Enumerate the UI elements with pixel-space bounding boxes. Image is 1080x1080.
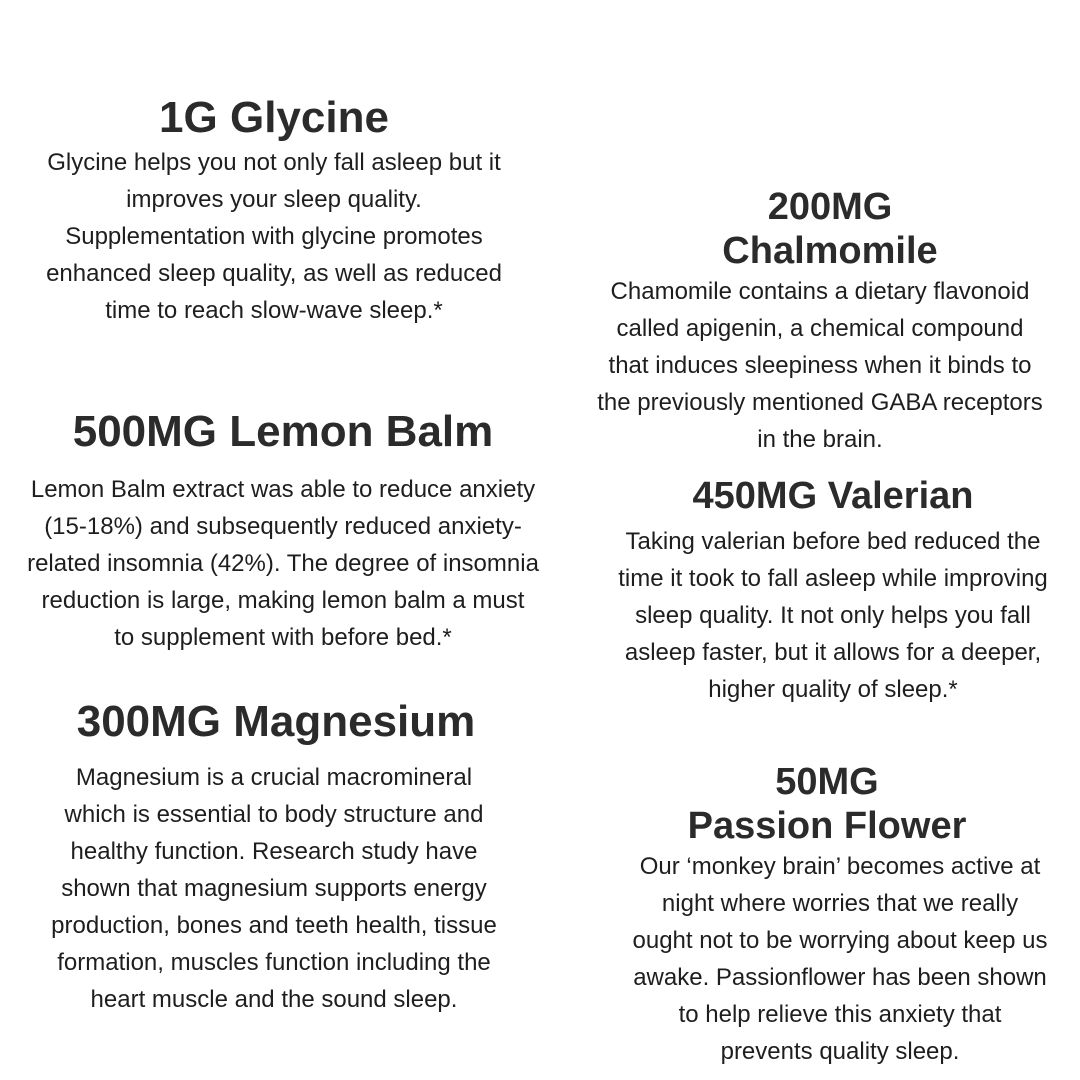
text-line: night where worries that we really (661, 890, 1019, 917)
glycine-section (0, 92, 548, 329)
text-line: improves your sleep quality. (126, 186, 422, 213)
text-line: reduction is large, making lemon balm a must (41, 587, 525, 614)
magnesium-description (0, 759, 548, 1018)
text-line: higher quality of sleep.* (708, 676, 958, 703)
text-line: that induces sleepiness when it binds to (608, 352, 1032, 379)
text-line: Magnesium is a crucial macromineral (75, 764, 473, 791)
text-line: asleep faster, but it allows for a deeper, (624, 639, 1042, 666)
text-line: Glycine helps you not only fall asleep but it (47, 149, 501, 176)
text-line: related insomnia (42%). The degree of insomnia (27, 550, 539, 577)
text-line: Our ‘monkey brain’ becomes active at (639, 853, 1041, 880)
lemon-balm-description (0, 471, 566, 656)
text-line: to supplement with before bed.* (114, 624, 452, 651)
text-line: shown that magnesium supports energy (61, 875, 487, 902)
text-line: sleep quality. It not only helps you fall (635, 602, 1031, 629)
magnesium-title (0, 695, 548, 749)
valerian-description (586, 523, 1080, 708)
text-line: healthy function. Research study have (70, 838, 478, 865)
text-line: 200MG (767, 186, 893, 228)
glycine-title (0, 92, 548, 144)
magnesium-section (0, 695, 548, 1018)
chamomile-title (570, 185, 1070, 273)
passion-flower-section (586, 760, 1080, 1070)
text-line: enhanced sleep quality, as well as reduced (46, 260, 502, 287)
text-line: which is essential to body structure and (64, 801, 484, 828)
text-line: awake. Passionflower has been shown (633, 964, 1047, 991)
text-line: 50MG (775, 761, 879, 803)
passion-flower-title (586, 760, 1080, 848)
text-line: (15-18%) and subsequently reduced anxiety- (44, 513, 522, 540)
chamomile-section (570, 185, 1070, 458)
text-line: called apigenin, a chemical compound (616, 315, 1024, 342)
text-line: Supplementation with glycine promotes (65, 223, 483, 250)
text-line: heart muscle and the sound sleep. (90, 986, 458, 1013)
text-line: Lemon Balm extract was able to reduce anxiety (30, 476, 536, 503)
text-line: 1G Glycine (159, 93, 389, 142)
valerian-title (586, 474, 1080, 518)
text-line: Taking valerian before bed reduced the (625, 528, 1041, 555)
lemon-balm-title (0, 405, 566, 459)
lemon-balm-section (0, 405, 566, 656)
text-line: prevents quality sleep. (720, 1038, 960, 1065)
text-line: formation, muscles function including the (57, 949, 491, 976)
chamomile-description (570, 273, 1070, 458)
text-line: Chamomile contains a dietary flavonoid (610, 278, 1030, 305)
text-line: the previously mentioned GABA receptors (597, 389, 1043, 416)
text-line: ought not to be worrying about keep us (632, 927, 1048, 954)
text-line: 300MG Magnesium (76, 697, 476, 746)
text-line: Passion Flower (687, 805, 967, 847)
text-line: 500MG Lemon Balm (72, 407, 494, 456)
text-line: time it took to fall asleep while improving (618, 565, 1048, 592)
text-line: to help relieve this anxiety that (678, 1001, 1002, 1028)
glycine-description (0, 144, 548, 329)
text-line: in the brain. (757, 426, 883, 453)
passion-flower-description (586, 848, 1080, 1070)
text-line: Chalmomile (722, 230, 938, 272)
valerian-section (586, 474, 1080, 708)
text-line: 450MG Valerian (692, 475, 974, 517)
text-line: time to reach slow-wave sleep.* (105, 297, 443, 324)
text-line: production, bones and teeth health, tissue (51, 912, 497, 939)
